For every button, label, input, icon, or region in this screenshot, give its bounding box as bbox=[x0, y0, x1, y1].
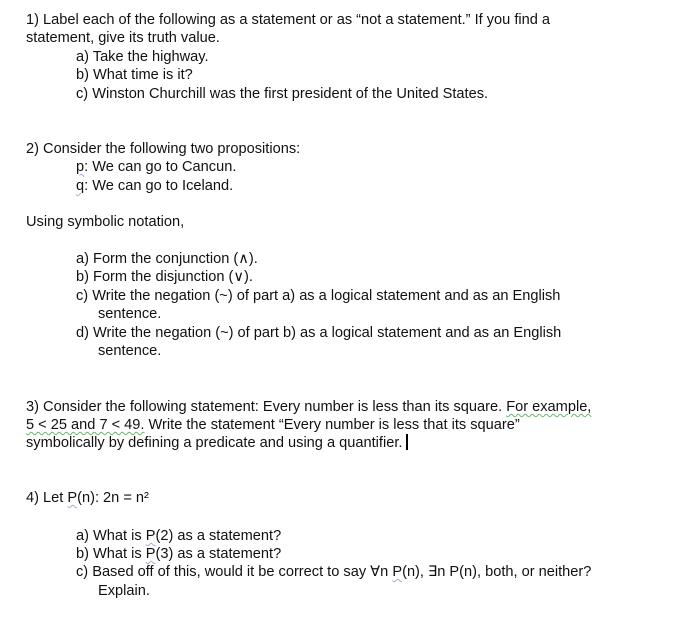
p-letter: p bbox=[76, 159, 85, 175]
q4-c-post: (n), ∃n P(n), both, or neither? bbox=[402, 564, 592, 580]
q4-c-p: P bbox=[392, 564, 403, 580]
q1-item-c: c) Winston Churchill was the first president of the United States. bbox=[76, 86, 489, 102]
q4-a-p: P bbox=[145, 528, 156, 544]
q2-using-symbolic: Using symbolic notation, bbox=[26, 214, 185, 230]
q4-b-pre: b) What is bbox=[76, 546, 146, 562]
q3-line1-text: 3) Consider the following statement: Every number is less than its square. bbox=[26, 399, 507, 415]
q4-item-b bbox=[76, 545, 281, 563]
q4-c-pre: c) Based off of this, would it be correct to say ∀n bbox=[76, 564, 393, 580]
q2-proposition-p bbox=[76, 158, 236, 176]
q4-item-c-line1 bbox=[76, 563, 591, 581]
q2-item-b: b) Form the disjunction (∨). bbox=[76, 269, 253, 285]
q4-a-pre: a) What is bbox=[76, 528, 146, 544]
q3-line2 bbox=[26, 416, 520, 434]
q3-example-values: 5 < 25 and 7 < 49. bbox=[26, 417, 145, 433]
q4-item-a bbox=[76, 527, 281, 545]
q1-item-a: a) Take the highway. bbox=[76, 49, 209, 65]
q2-item-a: a) Form the conjunction (∧). bbox=[76, 251, 258, 267]
q2-item-c-line2: sentence. bbox=[98, 306, 162, 322]
q2-item-d-line2: sentence. bbox=[98, 343, 162, 359]
q1-intro-line1: 1) Label each of the following as a statement or as “not a statement.” If you find a bbox=[26, 12, 551, 28]
q1-item-b: b) What time is it? bbox=[76, 67, 193, 83]
q4-intro bbox=[26, 489, 149, 507]
q2-intro: 2) Consider the following two propositions: bbox=[26, 141, 301, 157]
q3-line1 bbox=[26, 398, 591, 416]
q4-a-post: (2) as a statement? bbox=[155, 528, 282, 544]
p-text: : We can go to Cancun. bbox=[84, 159, 237, 175]
q-text: : We can go to Iceland. bbox=[84, 178, 234, 194]
q2-item-c-line1: c) Write the negation (~) of part a) as a logical statement and as an English bbox=[76, 288, 561, 304]
q3-line3-text: symbolically by defining a predicate and using a quantifier. bbox=[26, 435, 403, 451]
q3-for-example: For example, bbox=[506, 399, 592, 415]
text-cursor bbox=[406, 434, 408, 450]
q3-line3 bbox=[26, 434, 408, 452]
q3-line2-text: Write the statement “Every number is less that its square” bbox=[144, 417, 520, 433]
q1-intro-line2: statement, give its truth value. bbox=[26, 30, 220, 46]
q4-intro-p: P bbox=[67, 490, 78, 506]
q4-b-p: P bbox=[145, 546, 156, 562]
q4-item-c-line2: Explain. bbox=[98, 583, 150, 599]
q2-proposition-q bbox=[76, 177, 233, 195]
q-letter: q bbox=[76, 178, 85, 194]
q4-b-post: (3) as a statement? bbox=[155, 546, 282, 562]
q2-item-d-line1: d) Write the negation (~) of part b) as a logical statement and as an English bbox=[76, 325, 562, 341]
q4-intro-pre: 4) Let bbox=[26, 490, 68, 506]
q4-intro-post: (n): 2n = n² bbox=[77, 490, 149, 506]
